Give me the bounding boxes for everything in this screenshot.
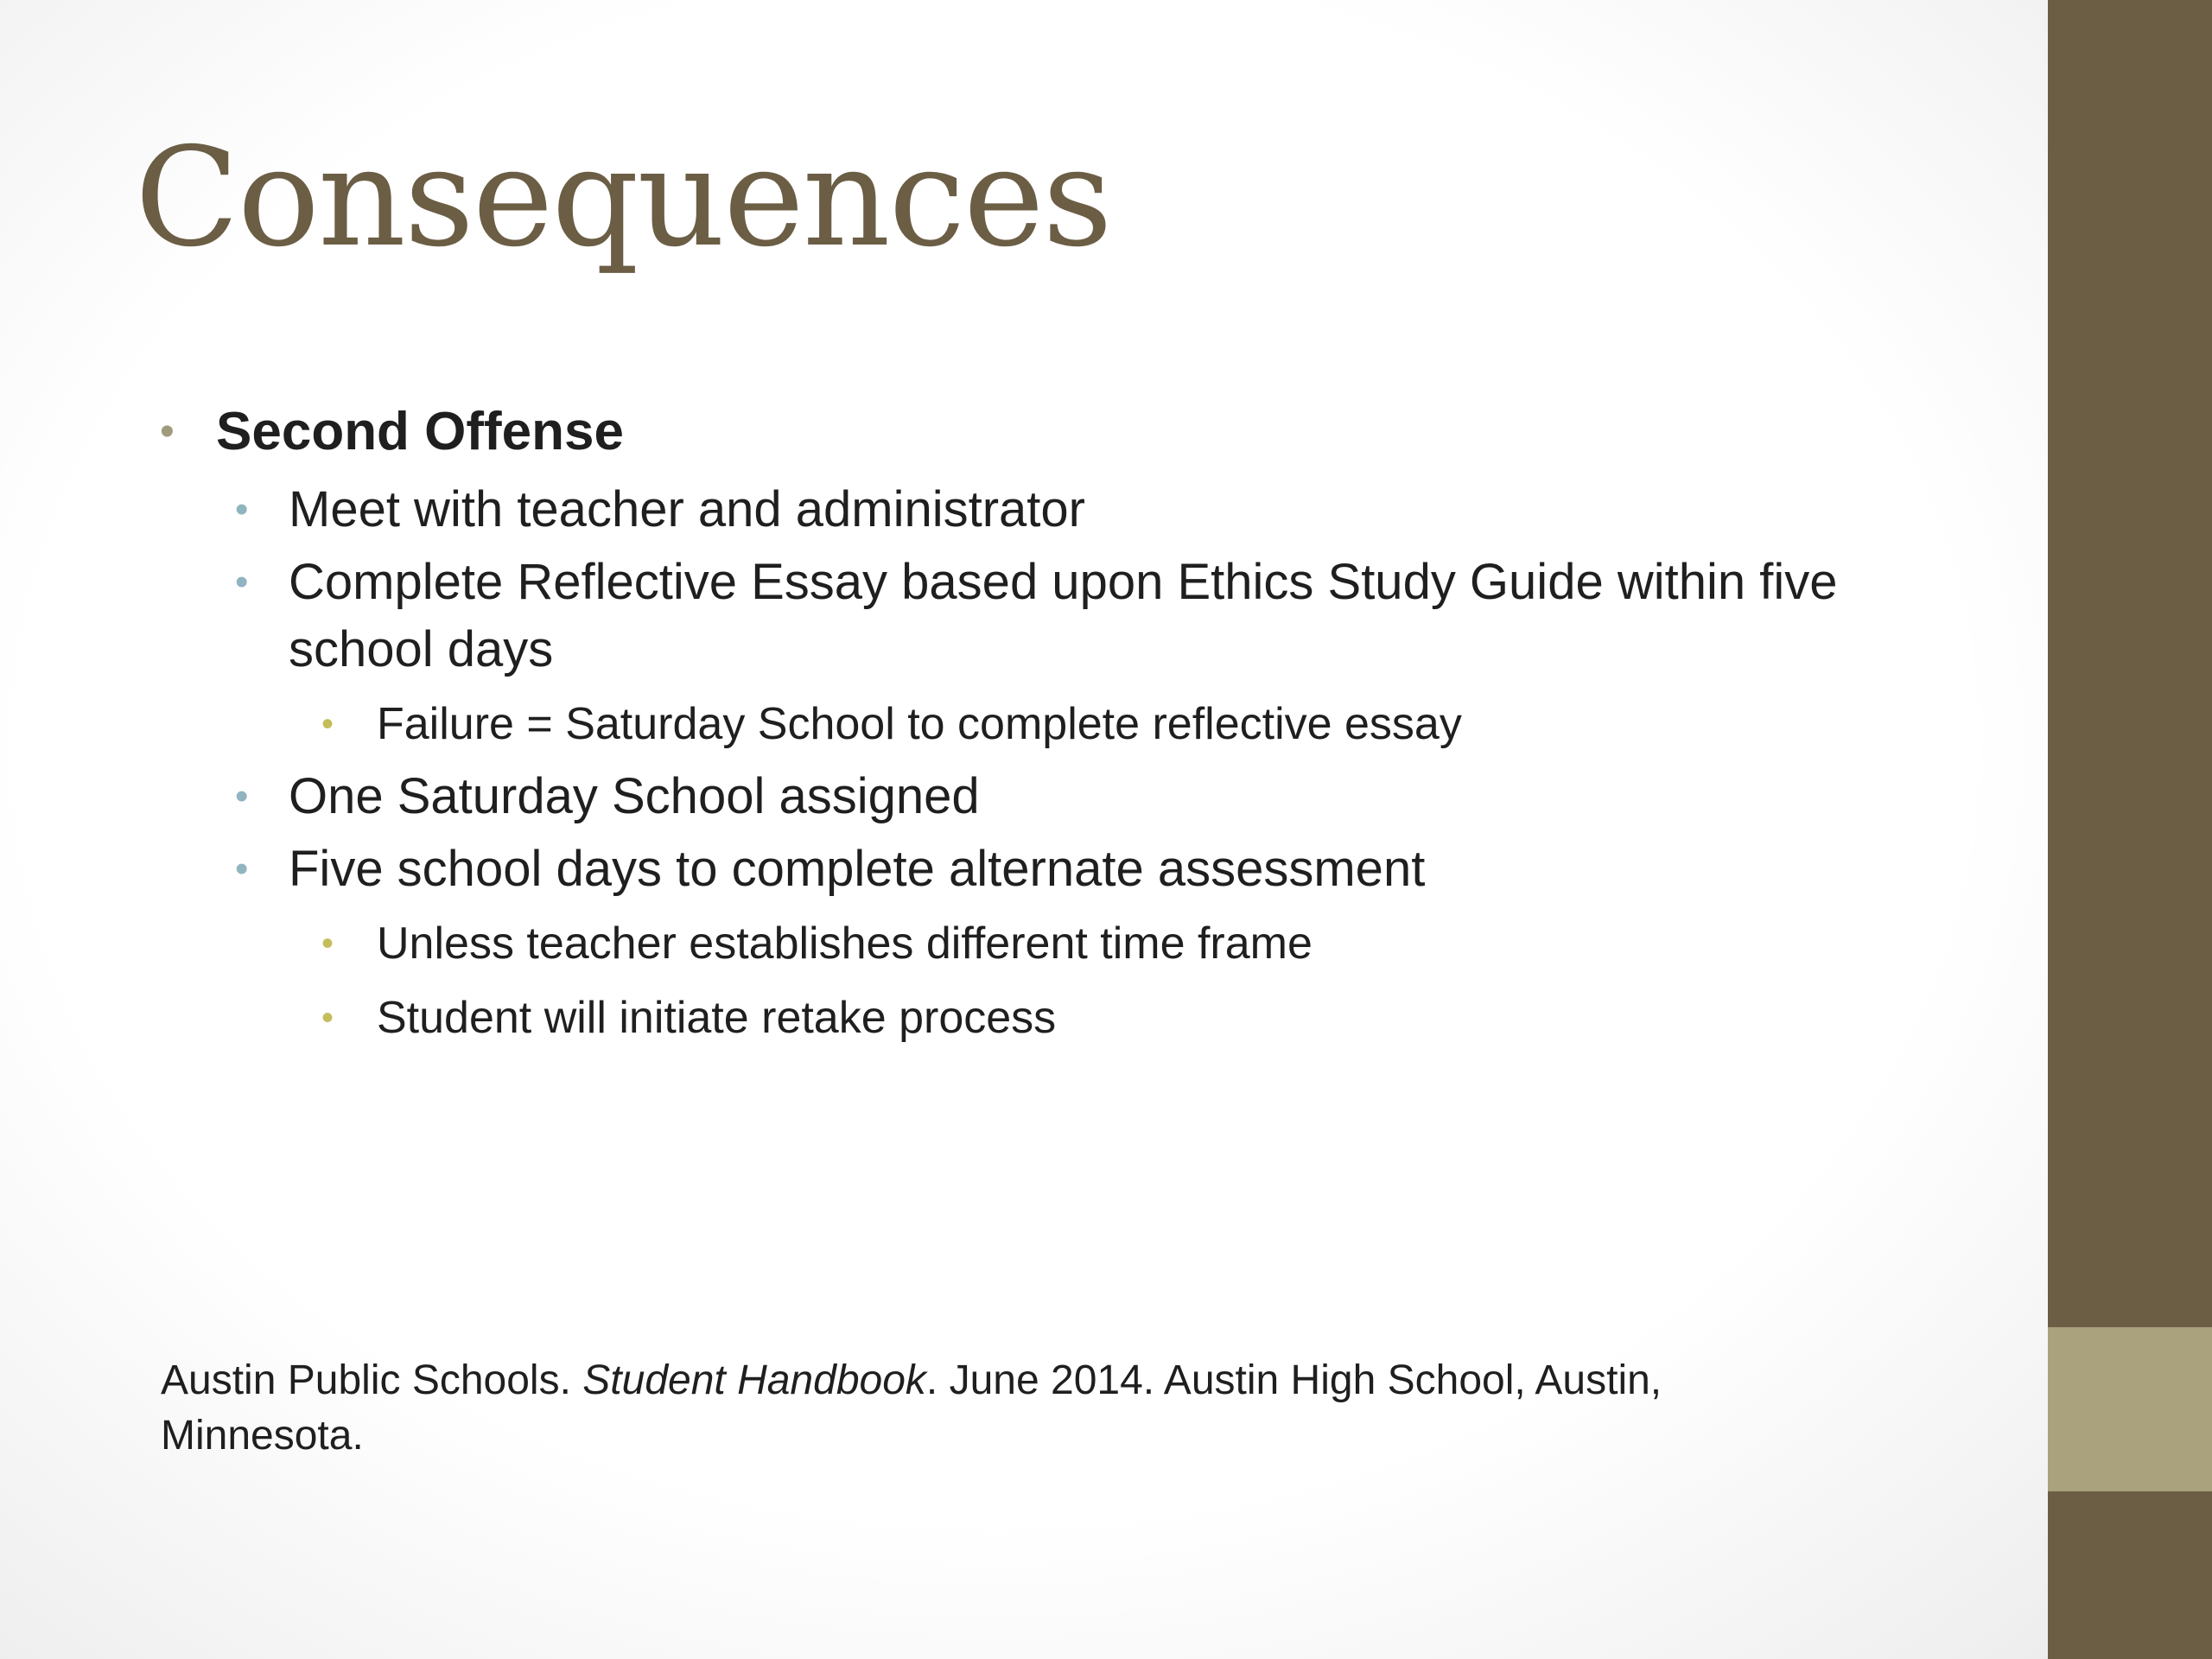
bullet-item-second-offense: [160, 393, 1987, 471]
bullet-text: Five school days to complete alternate assessment: [289, 841, 1426, 897]
bullet-icon: •: [321, 705, 334, 743]
slide-title: Consequences: [135, 118, 1111, 277]
bullet-text: Student will initiate retake process: [377, 993, 1057, 1043]
citation-author: Austin Public Schools.: [161, 1357, 571, 1403]
bullet-icon: •: [235, 561, 249, 603]
bullet-icon: •: [321, 999, 334, 1037]
citation: [161, 1353, 1854, 1464]
bullet-text: Failure = Saturday School to complete reflective essay: [377, 699, 1462, 749]
bullet-text: Meet with teacher and administrator: [289, 481, 1085, 537]
citation-work: Student Handbook: [582, 1357, 926, 1403]
bullet-icon: •: [321, 925, 334, 963]
bullet-text: Complete Reflective Essay based upon Ethics Study Guide within five school days: [289, 554, 1838, 677]
bullet-text: Second Offense: [216, 402, 624, 461]
bullet-item-saturday-school: [235, 763, 1930, 830]
bullet-text: One Saturday School assigned: [289, 768, 980, 824]
bullet-list: [0, 393, 1987, 1052]
bullet-icon: •: [235, 848, 249, 890]
bullet-item-failure-saturday: [321, 690, 1987, 758]
bullet-text: Unless teacher establishes different time frame: [377, 918, 1313, 969]
bullet-icon: •: [235, 775, 249, 817]
bullet-item-meet-teacher: [235, 476, 1930, 543]
bullet-icon: •: [235, 488, 249, 531]
bullet-icon: •: [160, 409, 175, 454]
bullet-item-alternate-assessment: [235, 836, 1930, 903]
bullet-item-reflective-essay: [235, 549, 1930, 683]
decorative-side-bar-accent: [2048, 1327, 2212, 1491]
bullet-item-retake-process: [321, 984, 1987, 1052]
bullet-item-time-frame: [321, 910, 1987, 977]
citation-details: . June 2014. Austin High School, Austin, Minnesota.: [161, 1357, 1662, 1459]
